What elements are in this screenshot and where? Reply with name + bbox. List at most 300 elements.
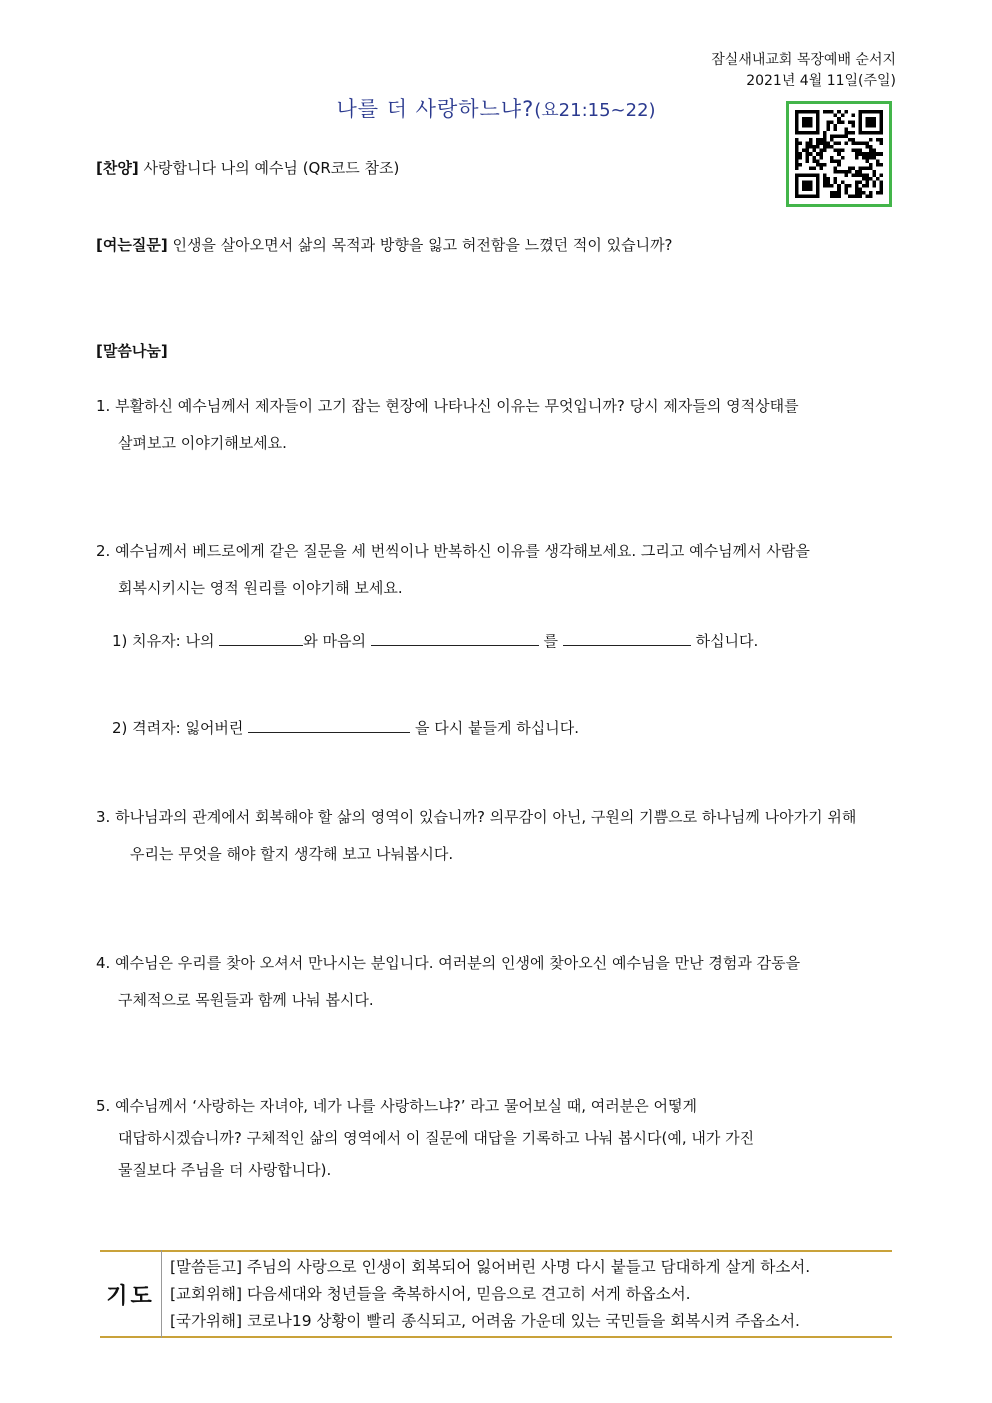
qr-module — [809, 145, 813, 149]
qr-module — [844, 187, 848, 191]
prayer-line-church: [교회위해] 다음세대와 청년들을 축복하시어, 믿음으로 견고히 서게 하옵소서. — [170, 1285, 691, 1303]
qr-module — [823, 145, 827, 149]
qr-module — [816, 124, 820, 128]
qr-module — [879, 121, 883, 125]
qr-module — [879, 180, 883, 184]
qr-code-pattern — [795, 110, 883, 198]
qr-module — [820, 166, 824, 170]
qr-module — [830, 184, 834, 188]
qr-module — [869, 152, 873, 156]
qr-module — [876, 131, 880, 135]
qr-module — [851, 131, 855, 135]
title-main: 나를 더 사랑하느냐? — [336, 97, 535, 121]
qr-module — [795, 131, 799, 135]
qr-module — [841, 149, 845, 153]
qr-module — [806, 159, 810, 163]
qr-module — [855, 156, 859, 160]
question-4-line2: 구체적으로 목원들과 함께 나눠 봅시다. — [118, 991, 374, 1009]
qr-module — [830, 194, 834, 198]
qr-module — [823, 180, 827, 184]
qr-module — [837, 110, 841, 114]
qr-module — [830, 135, 834, 139]
qr-module — [841, 114, 845, 118]
qr-module — [879, 173, 883, 177]
qr-module — [876, 177, 880, 181]
qr-module — [809, 187, 813, 191]
qr-module — [830, 191, 834, 195]
qr-module — [879, 110, 883, 114]
qr-module — [809, 131, 813, 135]
qr-module — [858, 131, 862, 135]
healer-suffix: 하십니다. — [695, 632, 759, 650]
qr-module — [834, 135, 838, 139]
qr-module — [862, 131, 866, 135]
qr-code-icon[interactable] — [786, 101, 892, 207]
qr-module — [813, 156, 817, 160]
qr-module — [799, 142, 803, 146]
qr-module — [816, 191, 820, 195]
qr-module — [795, 110, 799, 114]
qr-module — [869, 110, 873, 114]
qr-module — [837, 117, 841, 121]
qr-module — [809, 117, 813, 121]
qr-module — [879, 187, 883, 191]
qr-module — [795, 145, 799, 149]
qr-module — [872, 180, 876, 184]
qr-module — [827, 184, 831, 188]
qr-module — [795, 149, 799, 153]
qr-module — [806, 156, 810, 160]
qr-module — [879, 152, 883, 156]
opening-question-tag: [여는질문] — [96, 236, 168, 254]
qr-module — [865, 173, 869, 177]
qr-module — [851, 173, 855, 177]
qr-module — [872, 149, 876, 153]
qr-module — [869, 121, 873, 125]
qr-module — [795, 121, 799, 125]
qr-module — [862, 177, 866, 181]
qr-module — [876, 159, 880, 163]
qr-module — [795, 194, 799, 198]
qr-module — [809, 184, 813, 188]
qr-module — [851, 149, 855, 153]
qr-module — [855, 173, 859, 177]
qr-module — [816, 114, 820, 118]
qr-module — [795, 138, 799, 142]
prayer-line-word: [말씀듣고] 주님의 사랑으로 인생이 회복되어 잃어버린 사명 다시 붙들고 담대하게 살게 하소서. — [170, 1258, 811, 1276]
qr-module — [844, 191, 848, 195]
qr-module — [802, 194, 806, 198]
qr-module — [858, 191, 862, 195]
qr-module — [823, 138, 827, 142]
qr-module — [869, 124, 873, 128]
qr-module — [827, 142, 831, 146]
qr-module — [865, 121, 869, 125]
qr-module — [820, 149, 824, 153]
qr-module — [827, 121, 831, 125]
qr-module — [837, 184, 841, 188]
qr-module — [799, 173, 803, 177]
qr-module — [823, 142, 827, 146]
qr-module — [834, 194, 838, 198]
qr-module — [858, 128, 862, 132]
qr-module — [848, 131, 852, 135]
qr-module — [844, 110, 848, 114]
qr-module — [802, 180, 806, 184]
qr-module — [862, 152, 866, 156]
qr-module — [802, 187, 806, 191]
qr-module — [879, 138, 883, 142]
qr-module — [795, 152, 799, 156]
qr-module — [834, 124, 838, 128]
qr-module — [848, 166, 852, 170]
qr-module — [844, 131, 848, 135]
qr-module — [858, 142, 862, 146]
qr-module — [816, 117, 820, 121]
qr-module — [858, 149, 862, 153]
qr-module — [820, 138, 824, 142]
healer-blank-2[interactable] — [371, 631, 539, 646]
qr-module — [858, 124, 862, 128]
question-5-line1: 5. 예수님께서 ‘사랑하는 자녀야, 네가 나를 사랑하느냐?’ 라고 물어보실 때, 여러분은 어떻게 — [96, 1097, 697, 1115]
qr-module — [876, 138, 880, 142]
qr-module — [830, 145, 834, 149]
qr-module — [834, 166, 838, 170]
qr-module — [813, 166, 817, 170]
qr-module — [865, 156, 869, 160]
qr-module — [837, 187, 841, 191]
qr-module — [879, 163, 883, 167]
qr-module — [844, 173, 848, 177]
qr-module — [865, 194, 869, 198]
qr-module — [865, 142, 869, 146]
hymn-text: 사랑합니다 나의 예수님 (QR코드 참조) — [143, 159, 400, 177]
qr-module — [795, 117, 799, 121]
qr-module — [862, 166, 866, 170]
fill-in-encourager — [112, 717, 579, 739]
qr-module — [809, 180, 813, 184]
qr-module — [816, 184, 820, 188]
qr-module — [806, 121, 810, 125]
church-name: 잠실새내교회 목장예배 순서지 — [711, 52, 896, 68]
qr-module — [851, 142, 855, 146]
qr-module — [844, 170, 848, 174]
qr-module — [865, 184, 869, 188]
qr-module — [799, 131, 803, 135]
question-5 — [96, 1090, 902, 1186]
healer-prefix: 1) 치유자: 나의 — [112, 632, 215, 650]
qr-module — [795, 163, 799, 167]
qr-module — [858, 121, 862, 125]
qr-module — [809, 142, 813, 146]
qr-module — [869, 194, 873, 198]
qr-module — [855, 142, 859, 146]
qr-module — [816, 194, 820, 198]
prayer-label: 기도 — [100, 1250, 162, 1338]
qr-module — [872, 156, 876, 160]
qr-module — [865, 131, 869, 135]
qr-module — [841, 170, 845, 174]
healer-blank-1[interactable] — [219, 631, 303, 646]
qr-module — [827, 145, 831, 149]
qr-module — [806, 173, 810, 177]
qr-module — [820, 142, 824, 146]
qr-module — [879, 191, 883, 195]
qr-module — [872, 124, 876, 128]
qr-module — [855, 194, 859, 198]
qr-module — [830, 110, 834, 114]
prayer-line-nation: [국가위해] 코로나19 상황이 빨리 종식되고, 어려움 가운데 있는 국민들을 회복시켜 주옵소서. — [170, 1312, 800, 1330]
qr-module — [827, 177, 831, 181]
qr-module — [802, 184, 806, 188]
qr-module — [879, 131, 883, 135]
qr-module — [858, 170, 862, 174]
qr-module — [872, 173, 876, 177]
encourager-suffix: 을 다시 붙들게 하십니다. — [414, 719, 579, 737]
qr-module — [799, 163, 803, 167]
question-1 — [96, 388, 902, 462]
qr-module — [848, 194, 852, 198]
qr-module — [851, 194, 855, 198]
qr-module — [869, 149, 873, 153]
qr-module — [809, 152, 813, 156]
qr-module — [855, 187, 859, 191]
qr-module — [816, 138, 820, 142]
qr-module — [806, 110, 810, 114]
healer-mid1: 와 마음의 — [303, 632, 366, 650]
qr-module — [834, 149, 838, 153]
qr-module — [872, 184, 876, 188]
qr-module — [865, 145, 869, 149]
qr-module — [823, 177, 827, 181]
qr-module — [872, 110, 876, 114]
healer-blank-3[interactable] — [563, 631, 691, 646]
qr-module — [802, 110, 806, 114]
title-reference: (요21:15~22) — [534, 100, 656, 121]
qr-module — [806, 145, 810, 149]
qr-module — [816, 131, 820, 135]
qr-module — [879, 128, 883, 132]
qr-module — [865, 152, 869, 156]
qr-module — [858, 173, 862, 177]
hymn-tag: [찬양] — [96, 159, 139, 177]
qr-module — [809, 110, 813, 114]
qr-module — [799, 156, 803, 160]
qr-module — [830, 138, 834, 142]
qr-module — [837, 170, 841, 174]
qr-module — [862, 110, 866, 114]
qr-module — [851, 124, 855, 128]
qr-module — [865, 124, 869, 128]
qr-module — [816, 173, 820, 177]
qr-module — [865, 159, 869, 163]
qr-module — [795, 114, 799, 118]
qr-module — [872, 117, 876, 121]
qr-module — [841, 156, 845, 160]
qr-module — [820, 163, 824, 167]
qr-module — [809, 138, 813, 142]
qr-module — [869, 163, 873, 167]
qr-module — [823, 131, 827, 135]
qr-module — [813, 110, 817, 114]
qr-module — [806, 152, 810, 156]
opening-question-text: 인생을 살아오면서 삶의 목적과 방향을 잃고 허전함을 느꼈던 적이 있습니까? — [172, 236, 673, 254]
service-date: 2021년 4월 11일(주일) — [746, 73, 896, 89]
encourager-blank[interactable] — [248, 718, 410, 733]
qr-module — [799, 152, 803, 156]
qr-module — [858, 194, 862, 198]
qr-module — [837, 135, 841, 139]
qr-module — [841, 180, 845, 184]
qr-module — [869, 138, 873, 142]
qr-module — [848, 184, 852, 188]
qr-module — [820, 152, 824, 156]
qr-module — [823, 184, 827, 188]
qr-module — [837, 142, 841, 146]
qr-module — [844, 135, 848, 139]
qr-module — [869, 117, 873, 121]
qr-module — [806, 184, 810, 188]
qr-module — [869, 131, 873, 135]
qr-module — [795, 187, 799, 191]
qr-module — [855, 170, 859, 174]
qr-module — [855, 184, 859, 188]
qr-module — [802, 131, 806, 135]
qr-module — [858, 187, 862, 191]
qr-module — [865, 180, 869, 184]
qr-module — [858, 166, 862, 170]
question-5-line2: 대답하시겠습니까? 구체적인 삶의 영역에서 이 질문에 대답을 기록하고 나눠 봅시다(예, 내가 가진 — [118, 1129, 755, 1147]
qr-module — [869, 177, 873, 181]
qr-module — [844, 142, 848, 146]
qr-module — [806, 124, 810, 128]
healer-mid2: 를 — [543, 632, 559, 650]
word-sharing-heading — [96, 340, 168, 362]
question-2-line2: 회복시키시는 영적 원리를 이야기해 보세요. — [118, 579, 403, 597]
qr-module — [834, 142, 838, 146]
qr-module — [823, 110, 827, 114]
qr-module — [841, 121, 845, 125]
question-2-line1: 2. 예수님께서 베드로에게 같은 질문을 세 번씩이나 반복하신 이유를 생각해보세요. 그리고 예수님께서 사람을 — [96, 542, 810, 560]
qr-module — [827, 110, 831, 114]
fill-in-healer — [112, 630, 758, 652]
qr-module — [865, 177, 869, 181]
qr-module — [816, 128, 820, 132]
qr-module — [855, 180, 859, 184]
encourager-prefix: 2) 격려자: 잃어버린 — [112, 719, 244, 737]
qr-module — [813, 145, 817, 149]
qr-module — [806, 194, 810, 198]
qr-module — [795, 173, 799, 177]
question-3 — [96, 799, 902, 873]
qr-module — [816, 145, 820, 149]
qr-module — [834, 170, 838, 174]
qr-module — [872, 152, 876, 156]
qr-module — [869, 191, 873, 195]
qr-module — [858, 114, 862, 118]
qr-module — [841, 135, 845, 139]
qr-module — [837, 194, 841, 198]
qr-module — [848, 121, 852, 125]
qr-module — [858, 110, 862, 114]
qr-module — [865, 166, 869, 170]
qr-module — [795, 180, 799, 184]
word-sharing-tag: [말씀나눔] — [96, 342, 168, 360]
qr-module — [795, 177, 799, 181]
qr-module — [806, 131, 810, 135]
qr-module — [876, 163, 880, 167]
qr-module — [816, 177, 820, 181]
qr-module — [858, 180, 862, 184]
qr-module — [879, 184, 883, 188]
qr-module — [869, 156, 873, 160]
qr-module — [827, 180, 831, 184]
qr-module — [830, 159, 834, 163]
question-3-line1: 3. 하나님과의 관계에서 회복해야 할 삶의 영역이 있습니까? 의무감이 아닌, 구원의 기쁨으로 하나님께 나아가기 위해 — [96, 808, 857, 826]
qr-module — [806, 117, 810, 121]
qr-module — [795, 159, 799, 163]
qr-module — [809, 124, 813, 128]
qr-module — [834, 128, 838, 132]
question-1-line1: 1. 부활하신 예수님께서 제자들이 고기 잡는 현장에 나타나신 이유는 무엇입니까? 당시 제자들의 영적상태를 — [96, 397, 799, 415]
qr-module — [851, 121, 855, 125]
qr-module — [862, 184, 866, 188]
qr-module — [809, 166, 813, 170]
qr-module — [795, 124, 799, 128]
header-info — [711, 50, 896, 92]
qr-module — [830, 121, 834, 125]
qr-module — [816, 180, 820, 184]
qr-module — [802, 117, 806, 121]
qr-module — [862, 156, 866, 160]
hymn-line — [96, 157, 399, 179]
qr-module — [823, 149, 827, 153]
qr-module — [869, 145, 873, 149]
qr-module — [834, 180, 838, 184]
qr-module — [823, 173, 827, 177]
qr-module — [876, 191, 880, 195]
question-4-line1: 4. 예수님은 우리를 찾아 오셔서 만나시는 분입니다. 여러분의 인생에 찾아오신 예수님을 만난 경험과 감동을 — [96, 954, 801, 972]
question-3-line2: 우리는 무엇을 해야 할지 생각해 보고 나눠봅시다. — [130, 845, 454, 863]
qr-module — [795, 142, 799, 146]
qr-module — [799, 194, 803, 198]
qr-module — [802, 121, 806, 125]
qr-module — [837, 149, 841, 153]
qr-module — [795, 166, 799, 170]
qr-module — [862, 142, 866, 146]
qr-module — [834, 114, 838, 118]
qr-module — [823, 135, 827, 139]
qr-module — [806, 142, 810, 146]
qr-module — [813, 131, 817, 135]
qr-module — [837, 152, 841, 156]
qr-module — [802, 124, 806, 128]
qr-module — [816, 187, 820, 191]
qr-module — [813, 149, 817, 153]
opening-question — [96, 234, 673, 256]
qr-module — [813, 194, 817, 198]
qr-module — [879, 117, 883, 121]
qr-module — [827, 128, 831, 132]
qr-module — [802, 149, 806, 153]
qr-module — [816, 163, 820, 167]
qr-module — [816, 110, 820, 114]
qr-module — [809, 121, 813, 125]
qr-module — [872, 121, 876, 125]
qr-module — [827, 124, 831, 128]
qr-module — [837, 121, 841, 125]
qr-module — [837, 159, 841, 163]
